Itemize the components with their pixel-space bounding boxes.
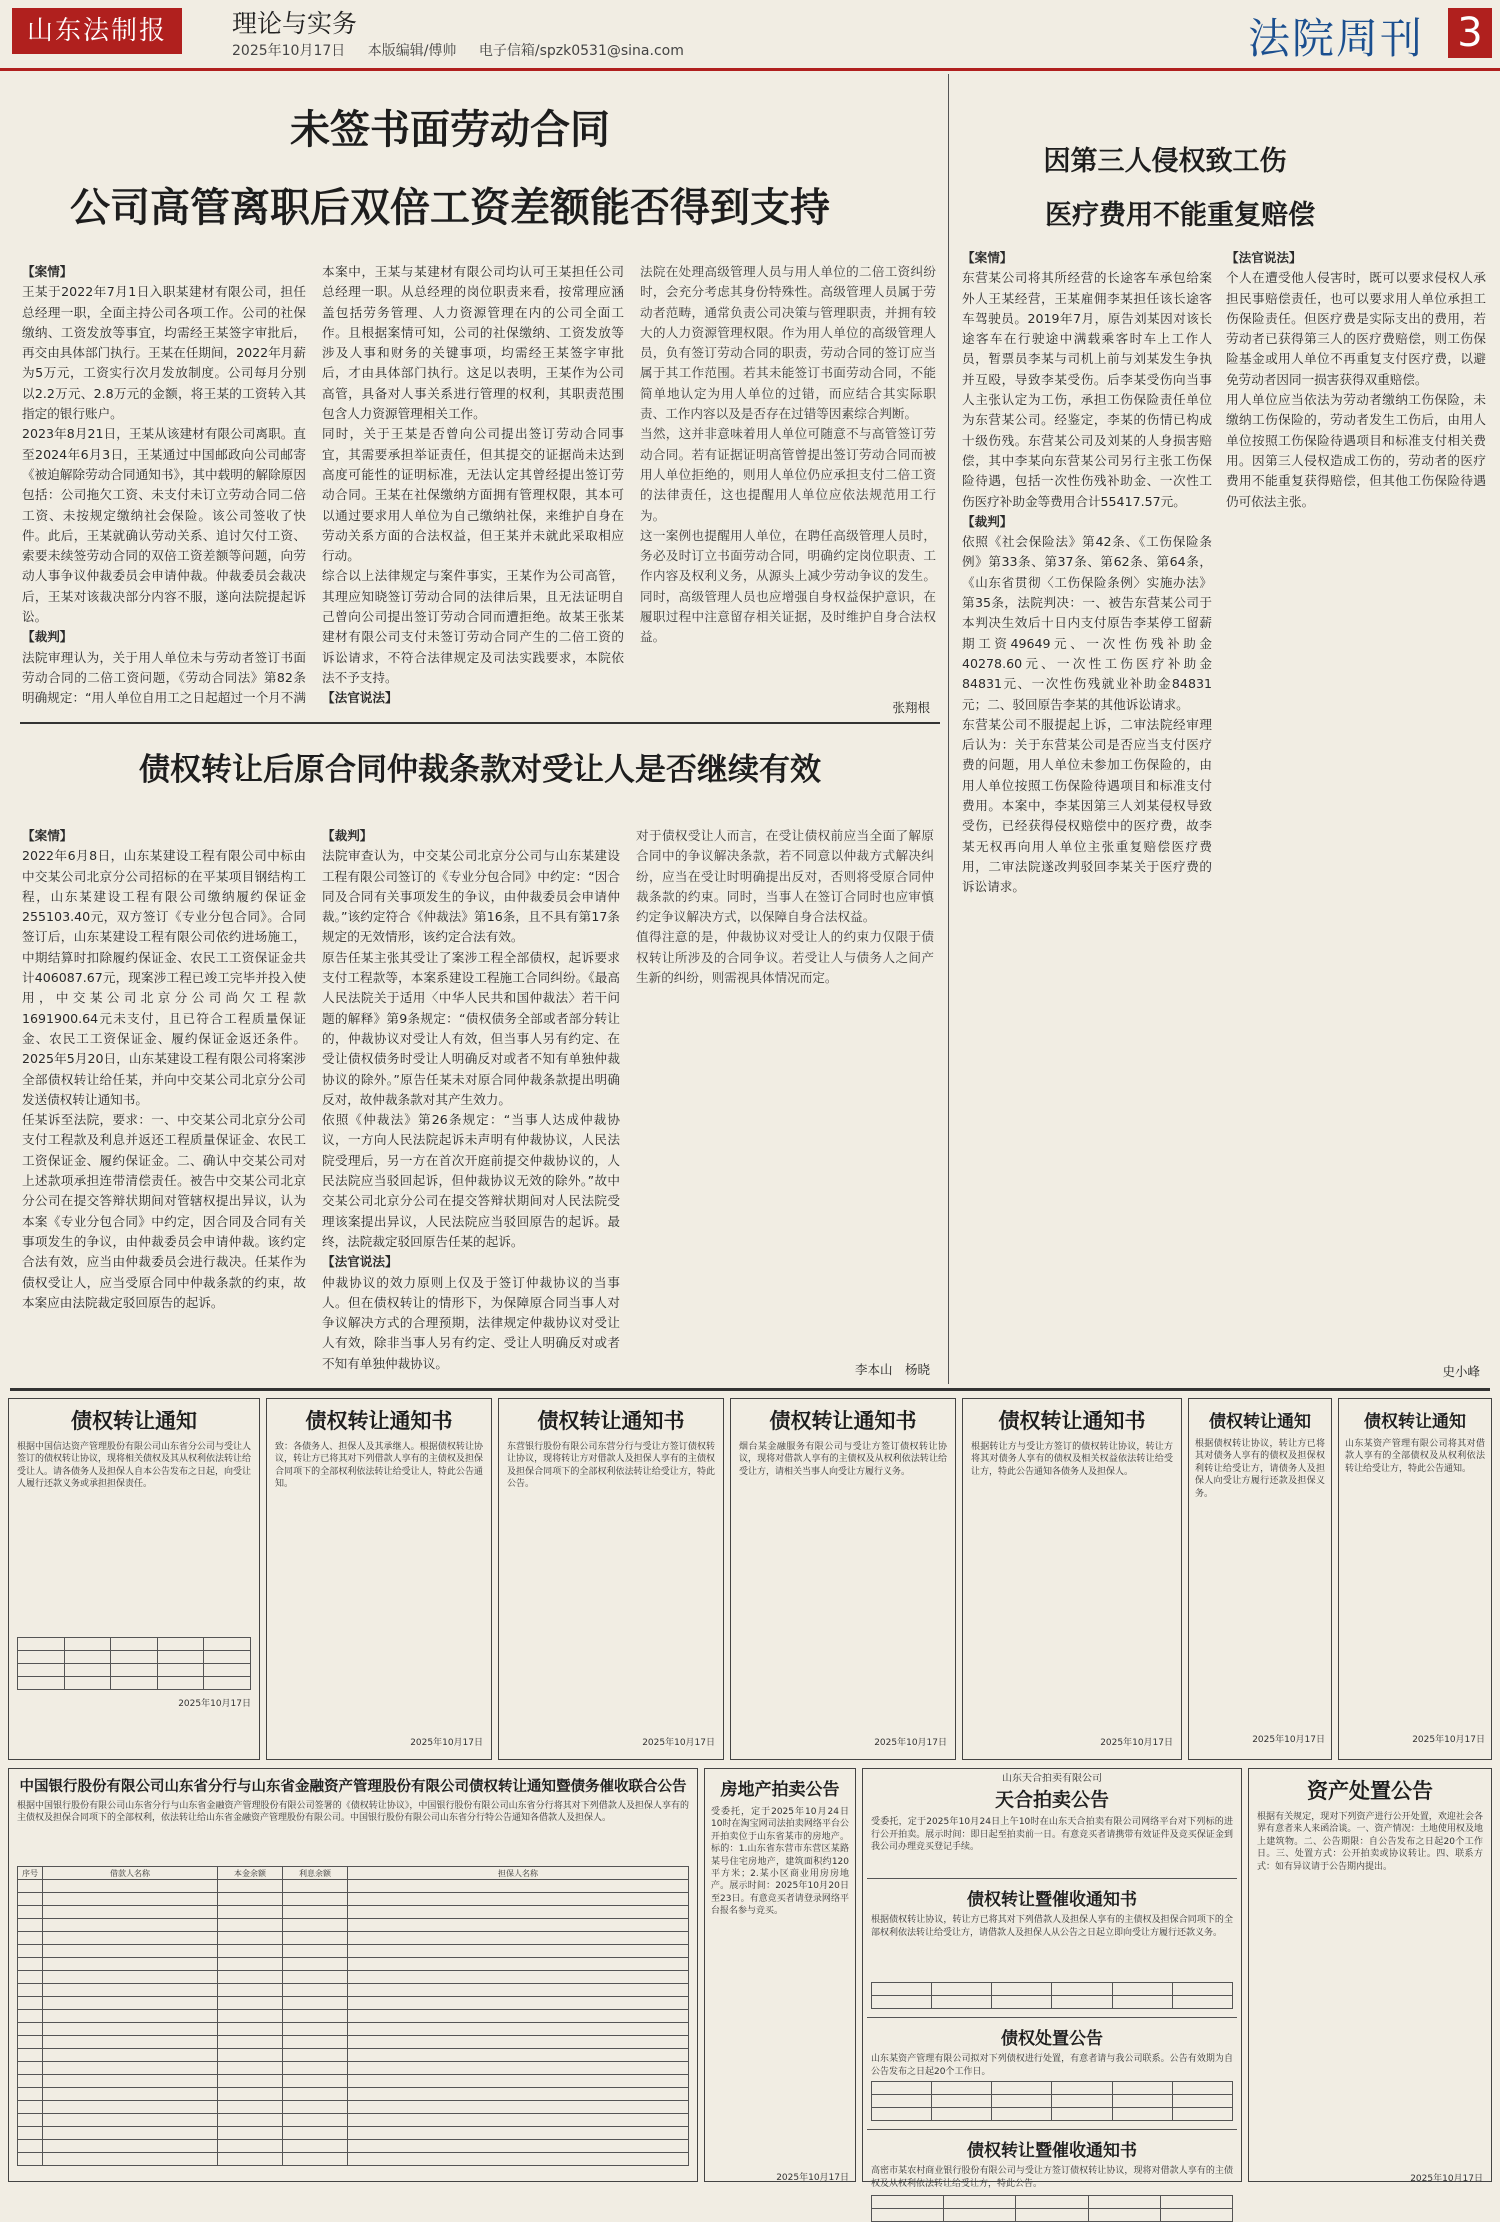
article1-column1	[22, 262, 306, 712]
article2-column2	[1226, 248, 1486, 1358]
article2-title-line2: 医疗费用不能重复赔偿	[1045, 200, 1315, 231]
ruling-paragraph: 综合以上法律规定与案件事实，王某作为公司高管，其理应知晓签订劳动合同的法律后果，且无法证明自己曾向公司提出签订劳动合同而遭拒绝。故某王张某建材有限公司支付未签订劳动合同产生的二倍工资的诉讼请求，不符合法律规定及司法实践要求，本院依法不予支持。	[322, 568, 624, 685]
notice-box	[962, 1398, 1182, 1760]
notice-body: 烟台某金融服务有限公司与受让方签订债权转让协议，现将对借款人享有的主债权及从权利依法转让给受让方，请相关当事人向受让方履行义务。	[739, 1442, 947, 1477]
case-label: 【案情】	[22, 264, 73, 279]
ruling-paragraph: 本案中，王某与某建材有限公司均认可王某担任公司总经理一职。从总经理的岗位职责来看，按常理应涵盖包括劳务管理、人力资源管理在内的公司全面工作。且根据案情可知，公司的社保缴纳、工资发放等涉及人事和财务的关键事项，均需经王某签字审批后，才由具体部门执行。这足以表明，王某作为公司高管，具备对人事关系进行管理的权利，其职责范围包含人力资源管理相关工作。	[322, 264, 624, 422]
article1-title-line2: 公司高管离职后双倍工资差额能否得到支持	[70, 184, 830, 231]
article1-title-line1: 未签书面劳动合同	[290, 106, 610, 153]
notice-title: 债权转让通知书	[305, 1408, 453, 1433]
article3-column1	[22, 826, 306, 1376]
ruling-paragraph: 法院审理认为，关于用人单位未与劳动者签订书面劳动合同的二倍工资问题，《劳动合同法》第82条明确规定：“用人单位自用工之日起超过一个月不满	[22, 649, 306, 706]
notice-title: 债权转让通知书	[998, 1408, 1146, 1433]
table-row	[18, 1906, 689, 1919]
table-row	[18, 2049, 689, 2062]
notice-body: 致：各债务人、担保人及其承继人。根据债权转让协议，转让方已将其对下列借款人享有的主债权及担保合同项下的全部权利依法转让给受让人，特此公告通知。	[275, 1442, 483, 1490]
notice-title: 债权转让暨催收通知书	[967, 2141, 1137, 2162]
notice-body: 根据债权转让协议，转让方已将其对债务人享有的债权及担保权利转让给受让方，请债务人及担保人向受让方履行还款及担保义务。	[1195, 1439, 1325, 1499]
notice-title: 债权转让通知	[1364, 1412, 1466, 1432]
notice-table	[17, 1637, 251, 1690]
table-header: 利息余额	[283, 1867, 348, 1880]
notice-body: 根据中国银行股份有限公司山东省分行与山东省金融资产管理股份有限公司签署的《债权转让协议》，中国银行股份有限公司山东省分行将其对下列借款人及担保人享有的主债权及担保合同项下的全部权利，依法转让给山东省金融资产管理股份有限公司。中国银行股份有限公司山东省分行特公告通知各借款人及担保人。	[17, 1801, 689, 1824]
case-paragraph: 王某于2022年7月1日入职某建材有限公司，担任总经理一职，全面主持公司各项工作。公司的社保缴纳、工资发放等事宜，均需经王某签字审批后，再交由具体部门执行。王某在任期间，2022年月薪为5万元，工资实行次月发放制度。公司每月分别以2.2万元、2.8万元的金额，将王某的工资转入其指定的银行账户。	[22, 284, 306, 422]
ruling-label: 【裁判】	[322, 828, 373, 843]
divider	[20, 722, 940, 724]
comment-paragraph: 这一案例也提醒用人单位，在聘任高级管理人员时，务必及时订立书面劳动合同，明确约定岗位职责、工作内容及权利义务，从源头上减少劳动争议的发生。同时，高级管理人员也应增强自身权益保护意识，在履职过程中注意留存相关证据，及时维护自身合法权益。	[640, 527, 936, 645]
table-row	[18, 1971, 689, 1984]
comment-paragraph: 法院在处理高级管理人员与用人单位的二倍工资纠纷时，会充分考虑其身份特殊性。高级管理人员属于劳动者范畴，通常负责公司决策与管理职责，并拥有较大的人力资源管理权限。作为用人单位的高级管理人员，负有签订劳动合同的职责，劳动合同的签订应当属于其工作范围。若其未能签订书面劳动合同，不能简单地认定为用人单位的过错，而应结合其实际职责、工作内容以及是否存在过错等因素综合判断。	[640, 264, 936, 422]
notice-body: 根据转让方与受让方签订的债权转让协议，转让方将其对债务人享有的债权及相关权益依法转让给受让方，特此公告通知各债务人及担保人。	[971, 1442, 1173, 1477]
masthead	[0, 0, 1500, 71]
notice-box	[1338, 1398, 1492, 1760]
issue-info	[232, 40, 702, 60]
article1-column2	[322, 262, 624, 712]
table-header: 担保人名称	[348, 1867, 689, 1880]
table-body	[18, 1880, 689, 2166]
comment-label: 【法官说法】	[322, 690, 398, 706]
notice-box	[266, 1398, 492, 1760]
article3-title: 债权转让后原合同仲裁条款对受让人是否继续有效	[139, 752, 821, 788]
notice-date: 2025年10月17日	[410, 1738, 483, 1748]
page-number: 3	[1448, 8, 1492, 58]
table-row	[18, 2153, 689, 2166]
table-row	[18, 1880, 689, 1893]
notice-date: 2025年10月17日	[776, 2173, 849, 2183]
ruling-paragraph: 依照《社会保险法》第42条、《工伤保险条例》第33条、第37条、第62条、第64条，《山东省贯彻〈工伤保险条例〉实施办法》第35条，法院判决：一、被告东营某公司于本判决生效后十日内支付原告李某停工留薪期工资49649元、一次性伤残补助金40278.60元、一次性工伤医疗补助金84831元、一次性伤残就业补助金84831元；二、驳回原告李某的其他诉讼请求。	[962, 534, 1212, 712]
ruling-paragraph: 依照《仲裁法》第26条规定：“当事人达成仲裁协议，一方向人民法院起诉未声明有仲裁协议，人民法院受理后，另一方在首次开庭前提交仲裁协议的，人民法院应当驳回起诉，但仲裁协议无效的除外。”故中交某公司北京分公司在提交答辩状期间对人民法院受理该案提出异议，人民法院应当驳回原告的起诉。最终，法院裁定驳回原告任某的起诉。	[322, 1112, 620, 1249]
table-row	[18, 2010, 689, 2023]
notice-box	[498, 1398, 724, 1760]
comment-paragraph: 值得注意的是，仲裁协议对受让人的约束力仅限于债权转让所涉及的合同争议。若受让人与债务人之间产生新的纠纷，则需视具体情况而定。	[636, 929, 934, 986]
ads-divider	[10, 1388, 1490, 1391]
comment-paragraph: 用人单位应当依法为劳动者缴纳工伤保险，未缴纳工伤保险的，劳动者发生工伤后，由用人单位按照工伤保险待遇项目和标准支付相关费用。因第三人侵权造成工伤的，劳动者的医疗费用不能重复获得赔偿，但其他工伤保险待遇仍可依法主张。	[1226, 392, 1486, 509]
table-row	[18, 1919, 689, 1932]
table-row	[18, 2127, 689, 2140]
comment-label: 【法官说法】	[322, 1254, 398, 1270]
notice-title: 债权转让通知书	[769, 1408, 917, 1433]
case-label: 【案情】	[962, 250, 1013, 265]
ruling-label: 【裁判】	[962, 513, 1013, 529]
comment-paragraph: 仲裁协议的效力原则上仅及于签订仲裁协议的当事人。但在债权转让的情形下，为保障原合同当事人对争议解决方式的合理预期，法律规定仲裁协议对受让人有效，除非当事人另有约定、受让人明确反对或者不知有单独仲裁协议。	[322, 1274, 620, 1371]
article1-column3	[640, 262, 936, 694]
case-paragraph: 任某诉至法院，要求：一、中交某公司北京分公司支付工程款及利息并返还工程质量保证金、农民工工资保证金、履约保证金。二、确认中交某公司对上述款项承担连带清偿责任。被告中交某公司北京分公司在提交答辩状期间对管辖权提出异议，认为本案《专业分包合同》中约定，因合同及合同有关事项发生的争议，由仲裁委员会申请仲裁。该约定合法有效，应当由仲裁委员会进行裁决。任某作为债权受让人，应当受原合同中仲裁条款的约束，故本案应由法院裁定驳回原告的起诉。	[22, 1112, 306, 1310]
weekly-title: 法院周刊	[1248, 14, 1425, 63]
column-divider	[948, 74, 949, 1384]
article2-column1	[962, 248, 1212, 1378]
asset-disposal-notice	[1248, 1768, 1492, 2182]
article1-author: 张翔根	[892, 700, 930, 715]
notice-body: 根据有关规定，现对下列资产进行公开处置，欢迎社会各界有意者来人来函洽谈。一、资产情况：土地使用权及地上建筑物。二、公告期限：自公告发布之日起20个工作日。三、处置方式：公开拍卖或协议转让。四、联系方式：如有异议请于公告期内提出。	[1257, 1812, 1483, 1872]
table-row	[18, 2075, 689, 2088]
notice-box	[730, 1398, 956, 1760]
notice-title: 债权处置公告	[1001, 2029, 1103, 2050]
case-label: 【案情】	[22, 828, 73, 843]
notice-body: 山东某资产管理有限公司拟对下列债权进行处置，有意者请与我公司联系。公告有效期为自公告发布之日起20个工作日。	[871, 2054, 1233, 2077]
notice-title: 债权转让通知	[1209, 1412, 1311, 1432]
notice-date: 2025年10月17日	[1412, 1735, 1485, 1745]
comment-label: 【法官说法】	[1226, 250, 1302, 265]
notice-body: 受委托，定于2025年10月24日10时在淘宝网司法拍卖网络平台公开拍卖位于山东省某市的房地产。标的：1.山东省东营市东营区某路某号住宅房地产，建筑面积约120平方米；2.某小区商业用房房地产。展示时间：2025年10月20日至23日。有意竞买者请登录网络平台报名参与竞买。	[711, 1807, 849, 1917]
table-row	[18, 2023, 689, 2036]
article3-column2	[322, 826, 620, 1376]
section-title: 理论与实务	[232, 9, 358, 38]
ruling-label: 【裁判】	[22, 629, 73, 645]
realty-auction-notice	[704, 1768, 856, 2182]
urge-table	[871, 1982, 1233, 2009]
notice-body: 高密市某农村商业银行股份有限公司与受让方签订债权转让协议，现将对借款人享有的主债权及从权利依法转让给受让方，特此公告。	[871, 2166, 1233, 2189]
notice-body: 根据债权转让协议，转让方已将其对下列借款人及担保人享有的主债权及担保合同项下的全部权利依法转让给受让方，请借款人及担保人从公告之日起立即向受让方履行还款义务。	[871, 1915, 1233, 1938]
table-row	[18, 2062, 689, 2075]
dispose-table	[871, 2081, 1233, 2121]
table-row	[18, 2036, 689, 2049]
table-header: 借款人名称	[43, 1867, 218, 1880]
table-row	[18, 1958, 689, 1971]
notice-date: 2025年10月17日	[1410, 2174, 1483, 2184]
ruling-paragraph: 法院审查认为，中交某公司北京分公司与山东某建设工程有限公司签订的《专业分包合同》中约定：“因合同及合同有关事项发生的争议，由仲裁委员会申请仲裁。”该约定符合《仲裁法》第16条，且不具有第17条规定的无效情形，该约定合法有效。	[322, 848, 620, 945]
notice-title: 中国银行股份有限公司山东省分行与山东省金融资产管理股份有限公司债权转让通知暨债务催收联合公告	[19, 1778, 687, 1795]
case-paragraph: 2023年8月21日，王某从该建材有限公司离职。直至2024年6月3日，王某通过中国邮政向公司邮寄《被迫解除劳动合同通知书》，其中载明的解除原因包括：公司拖欠工资、未支付未订立劳动合同二倍工资、未按规定缴纳社会保险。该公司签收了快件。此后，王某就确认劳动关系、追讨欠付工资、索要未续签劳动合同的双倍工资差额等问题，向劳动人事争议仲裁委员会申请仲裁。仲裁委员会裁决后，王某对该裁决部分内容不服，遂向法院提起诉讼。	[22, 426, 306, 625]
notice-box	[8, 1398, 260, 1760]
issue-date: 2025年10月17日	[232, 43, 346, 59]
comment-paragraph: 个人在遭受他人侵害时，既可以要求侵权人承担民事赔偿责任，也可以要求用人单位承担工伤保险责任。但医疗费是实际支出的费用，若劳动者已获得第三人的医疗费赔偿，则工伤保险基金或用人单位不再重复支付医疗费，以避免劳动者因同一损害获得双重赔偿。	[1226, 270, 1486, 387]
table-row	[18, 2140, 689, 2153]
notice-body: 根据中国信达资产管理股份有限公司山东省分公司与受让人签订的债权转让协议，现将相关债权及其从权利依法转让给受让人。请各债务人及担保人自本公告发布之日起，向受让人履行还款义务或承担担保责任。	[17, 1442, 251, 1490]
table-row	[18, 1984, 689, 1997]
notice-date: 2025年10月17日	[874, 1738, 947, 1748]
notice-date: 2025年10月17日	[642, 1738, 715, 1748]
table-row	[18, 1893, 689, 1906]
article2-author: 史小峰	[1442, 1364, 1480, 1379]
notice-title: 债权转让通知书	[537, 1408, 685, 1433]
middle-notice-stack	[862, 1768, 1242, 2189]
comment-paragraph: 当然，这并非意味着用人单位可随意不与高管签订劳动合同。若有证据证明高管曾提出签订劳动合同而被用人单位拒绝的，则用人单位仍应承担支付二倍工资的法律责任，这也提醒用人单位应依法规范用工行为。	[640, 426, 936, 523]
case-paragraph: 2022年6月8日，山东某建设工程有限公司中标由中交某公司北京分公司招标的在平某项目钢结构工程，山东某建设工程有限公司缴纳履约保证金255103.40元，双方签订《专业分包合同》。合同签订后，山东某建设工程有限公司依约进场施工，中期结算时扣除履约保证金、农民工工资保证金共计406087.67元，现案涉工程已竣工完毕并投入使用，中交某公司北京分公司尚欠工程款1691900.64元未支付，且已符合工程质量保证金、农民工工资保证金、履约保证金返还条件。2025年5月20日，山东某建设工程有限公司将案涉全部债权转让给任某，并向中交某公司北京分公司发送债权转让通知书。	[22, 848, 306, 1107]
notice-body: 山东某资产管理有限公司将其对借款人享有的全部债权及从权利依法转让给受让方，特此公告通知。	[1345, 1439, 1485, 1474]
notice-body: 受委托，定于2025年10月24日上午10时在山东天合拍卖有限公司网络平台对下列标的进行公开拍卖。展示时间：即日起至拍卖前一日。有意竞买者请携带有效证件及竞买保证金到我公司办理竞买登记手续。	[871, 1817, 1233, 1853]
table-header: 本金余额	[218, 1867, 283, 1880]
table-row	[18, 1932, 689, 1945]
page-editor: 本版编辑/傅帅	[367, 43, 457, 59]
table-row	[18, 2101, 689, 2114]
comment-paragraph: 对于债权受让人而言，在受让债权前应当全面了解原合同中的争议解决条款，若不同意以仲裁方式解决纠纷，应当在受让时明确提出反对，否则将受原合同仲裁条款的约束。同时，当事人在签订合同时也应审慎约定争议解决方式，以保障自身合法权益。	[636, 828, 934, 925]
ruling-paragraph: 原告任某主张其受让了案涉工程全部债权，起诉要求支付工程款等，本案系建设工程施工合同纠纷。《最高人民法院关于适用〈中华人民共和国仲裁法〉若干问题的解释》第9条规定：“债权债务全部或者部分转让的，仲裁协议对受让人有效，但当事人另有约定、在受让债权债务时受让人明确反对或者不知有单独仲裁协议的除外。”原告任某未对原合同仲裁条款提出明确反对，故仲裁条款对其产生效力。	[322, 949, 620, 1107]
notice-title: 债权转让通知	[71, 1408, 197, 1433]
notice-title: 债权转让暨催收通知书	[967, 1890, 1137, 1911]
article2-title-line1: 因第三人侵权致工伤	[1043, 146, 1287, 177]
notice-body: 东营银行股份有限公司东营分行与受让方签订债权转让协议，现将转让方对借款人及担保人享有的主债权及担保合同项下的全部权利依法转让给受让方，特此公告。	[507, 1442, 715, 1490]
bank-joint-notice	[8, 1768, 698, 2182]
bank-debt-table	[17, 1866, 689, 2166]
notice-box	[1188, 1398, 1332, 1760]
notice-title: 房地产拍卖公告	[720, 1780, 840, 1800]
table-row	[18, 1945, 689, 1958]
ruling-paragraph: 东营某公司不服提起上诉，二审法院经审理后认为：关于东营某公司是否应当支付医疗费的问题，用人单位未参加工伤保险的，由用人单位按照工伤保险待遇项目和标准支付费用。本案中，李某因第三人刘某侵权导致受伤，已经获得侵权赔偿中的医疗费，故李某无权再向用人单位主张重复赔偿医疗费用，二审法院遂改判驳回李某关于医疗费的诉讼请求。	[962, 716, 1212, 895]
newspaper-logo: 山东法制报	[12, 8, 182, 54]
case-paragraph: 东营某公司将其所经营的长途客车承包给案外人王某经营，王某雇佣李某担任该长途客车驾驶员。2019年7月，原告刘某因对该长途客车在行驶途中满载乘客时车上工作人员，暂票员李某与司机上前与刘某发生争执并互殴，导致李某受伤。后李某受伤向当事人主张认定为工伤，承担工伤保险责任单位为东营某公司。经鉴定，李某的伤情已构成十级伤残。东营某公司及刘某的人身损害赔偿，其中李某向东营某公司另行主张工伤保险待遇，包括一次性伤残补助金、一次性工伤医疗补助金等费用合计55417.57元。	[962, 270, 1212, 509]
article3-author: 李本山 杨晓	[854, 1362, 930, 1377]
urge2-table	[871, 2195, 1233, 2222]
auction-company: 山东天合拍卖有限公司	[1002, 1773, 1102, 1784]
editor-email: 电子信箱/spzk0531@sina.com	[478, 43, 684, 59]
ruling-paragraph: 同时，关于王某是否曾向公司提出签订劳动合同事宜，其需要承担举证责任，但其提交的证据尚未达到高度可能性的证明标准，无法认定其曾经提出签订劳动合同。王某在社保缴纳方面拥有管理权限，其本可以通过要求用人单位为自己缴纳社保，来维护自身在劳动关系方面的合法权益，但王某并未就此采取相应行动。	[322, 426, 624, 564]
notice-date: 2025年10月17日	[1100, 1738, 1173, 1748]
notice-title: 天合拍卖公告	[994, 1789, 1109, 1812]
comment-paragraph	[322, 711, 624, 712]
notice-title: 资产处置公告	[1307, 1778, 1433, 1803]
table-row	[18, 2114, 689, 2127]
table-row	[18, 2088, 689, 2101]
notice-date: 2025年10月17日	[178, 1699, 251, 1709]
table-header: 序号	[18, 1867, 43, 1880]
article3-column3	[636, 826, 934, 1356]
table-row	[18, 1997, 689, 2010]
notice-date: 2025年10月17日	[1252, 1735, 1325, 1745]
